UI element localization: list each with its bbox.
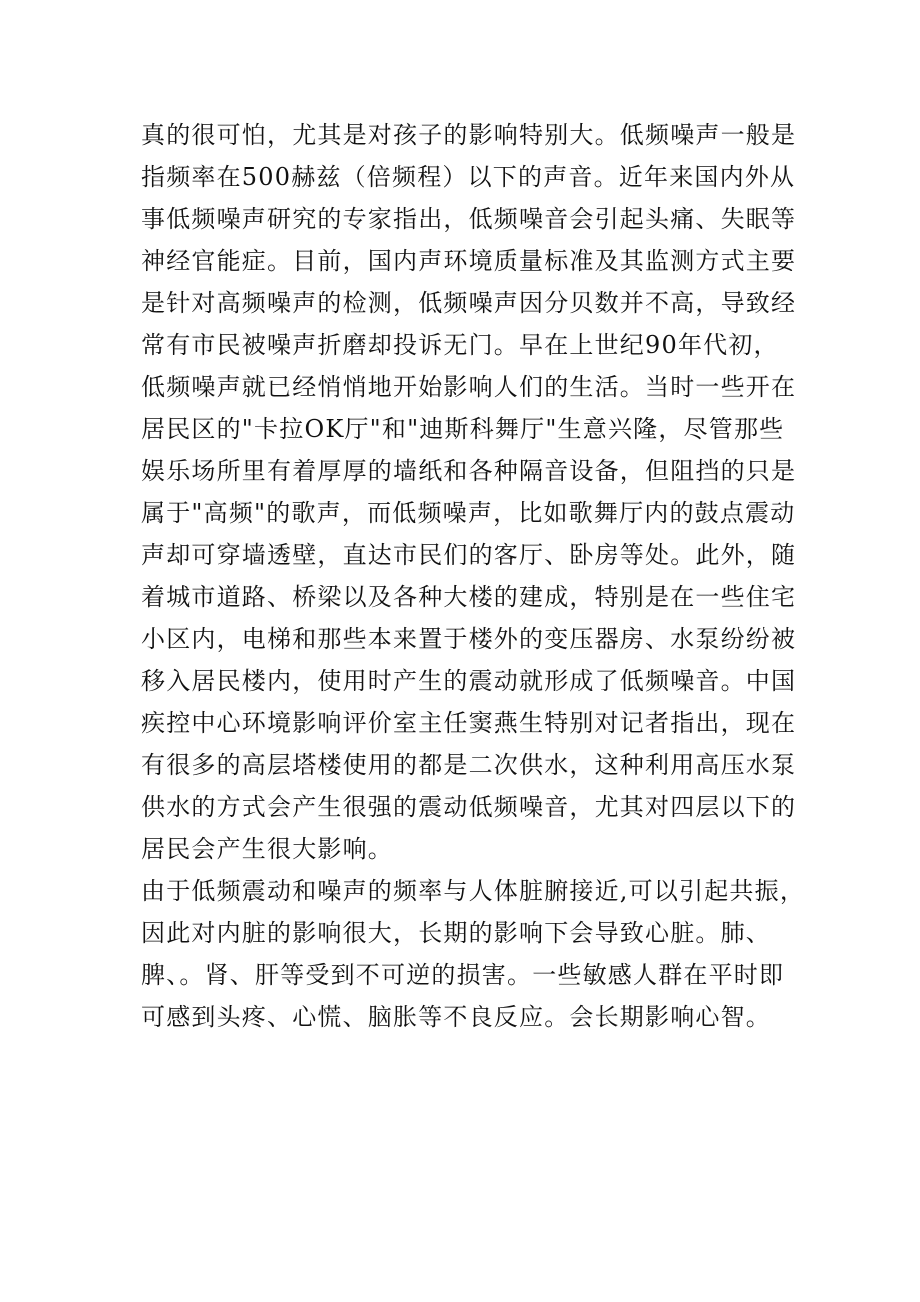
text-line: 因此对内脏的影响很大，长期的影响下会导致心脏。肺、: [141, 919, 771, 947]
body-text: [141, 114, 806, 1038]
text-line: 移入居民楼内，使用时产生的震动就形成了低频噪音。中国: [141, 667, 797, 695]
text-line: 指频率在500赫兹（倍频程）以下的声音。近年来国内外从: [141, 163, 796, 191]
text-line: 供水的方式会产生很强的震动低频噪音，尤其对四层以下的: [141, 793, 797, 821]
text-line: 低频噪声就已经悄悄地开始影响人们的生活。当时一些开在: [141, 373, 797, 401]
text-line: 声却可穿墙透壁，直达市民们的客厅、卧房等处。此外，随: [141, 541, 797, 569]
paragraph: [141, 870, 806, 1038]
text-line: 由于低频震动和噪声的频率与人体脏腑接近,可以引起共振，: [141, 877, 806, 905]
text-line: 着城市道路、桥梁以及各种大楼的建成，特别是在一些住宅: [141, 583, 797, 611]
text-line: 属于"高频"的歌声，而低频噪声，比如歌舞厅内的鼓点震动: [141, 499, 796, 527]
text-line: 事低频噪声研究的专家指出，低频噪音会引起头痛、失眠等: [141, 205, 797, 233]
paragraph: [141, 114, 797, 870]
text-line: 小区内，电梯和那些本来置于楼外的变压器房、水泵纷纷被: [141, 625, 797, 653]
text-line: 脾、。肾、肝等受到不可逆的损害。一些敏感人群在平时即: [141, 961, 785, 989]
text-line: 是针对高频噪声的检测，低频噪声因分贝数并不高，导致经: [141, 289, 797, 317]
text-line: 有很多的高层塔楼使用的都是二次供水，这种利用高压水泵: [141, 751, 797, 779]
text-line: 居民区的"卡拉OK厅"和"迪斯科舞厅"生意兴隆，尽管那些: [141, 415, 785, 443]
text-line: 娱乐场所里有着厚厚的墙纸和各种隔音设备，但阻挡的只是: [141, 457, 797, 485]
text-line: 常有市民被噪声折磨却投诉无门。早在上世纪90年代初，: [141, 331, 779, 359]
text-line: 真的很可怕，尤其是对孩子的影响特别大。低频噪声一般是: [141, 121, 797, 149]
text-line: 神经官能症。目前，国内声环境质量标准及其监测方式主要: [141, 247, 797, 275]
text-line: 可感到头疼、心慌、脑胀等不良反应。会长期影响心智。: [141, 1003, 771, 1031]
text-line: 疾控中心环境影响评价室主任窦燕生特别对记者指出，现在: [141, 709, 797, 737]
text-line: 居民会产生很大影响。: [141, 835, 393, 863]
